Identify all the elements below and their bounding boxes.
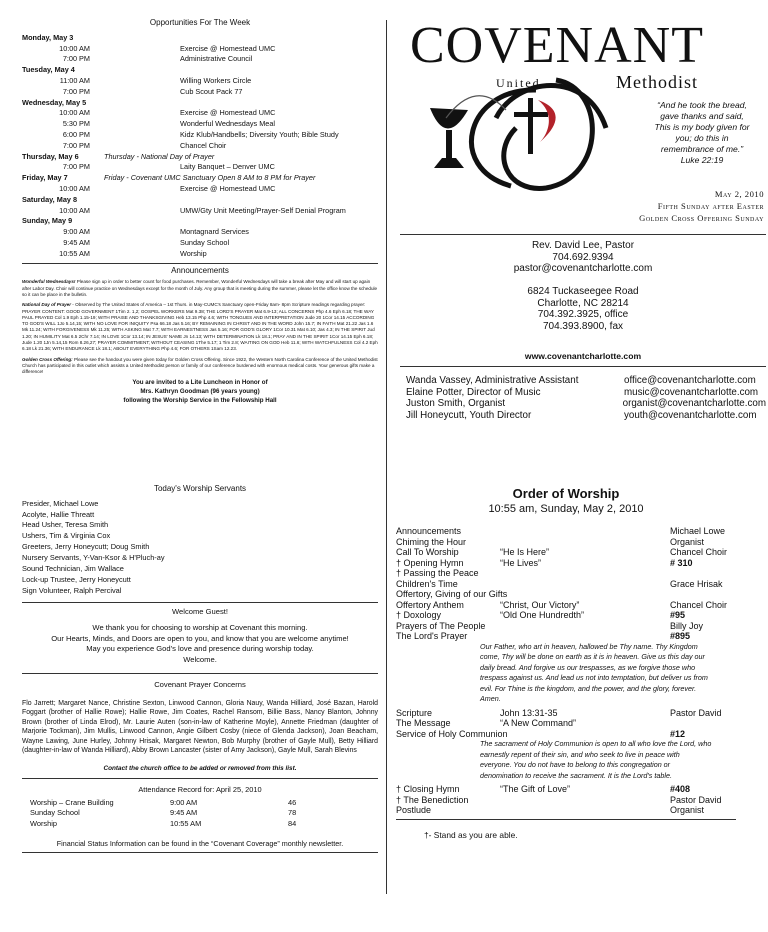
- spacer: [98, 44, 180, 55]
- order-item-leader: #12: [670, 728, 686, 739]
- staff-row: [406, 375, 766, 387]
- attendance-row: [22, 808, 378, 819]
- staff-name: Wanda Vassey, Administrative Assistant: [406, 375, 579, 386]
- order-item-leader: [670, 589, 736, 600]
- luke-quote: “And he took the bread, gave thanks and said, This is my body given for you; do this in remembrance of me.” Luke 22:19: [654, 100, 750, 165]
- schedule-day: [22, 33, 378, 44]
- schedule-event: [22, 119, 378, 130]
- staff-email[interactable]: office@covenantcharlotte.com: [624, 375, 756, 386]
- order-item-leader: Organist: [670, 536, 705, 547]
- order-item-leader: #408: [670, 784, 691, 794]
- event-description: Laity Banquet – Denver UMC: [180, 162, 275, 172]
- order-item-title: [500, 631, 670, 642]
- schedule-day: [22, 195, 378, 206]
- schedule-day: [22, 65, 378, 76]
- order-item-title: [500, 795, 670, 806]
- event-time: 5:30 PM: [62, 119, 90, 129]
- church-website-link[interactable]: www.covenantcharlotte.com: [524, 351, 642, 361]
- order-item-name: † Doxology: [396, 610, 442, 620]
- schedule-event: [22, 108, 378, 119]
- luncheon-invitation: You are invited to a Lite Luncheon in Honor of Mrs. Kathryn Goodman (96 years young) following the Worship Service in the Fellowship Hall: [123, 379, 277, 404]
- attendance-label: Worship – Crane Building: [30, 797, 114, 807]
- order-item-title: “Old One Hundredth”: [500, 610, 585, 620]
- servant-item: Ushers, Tim & Virginia Cox: [22, 531, 111, 541]
- order-item-leader: #95: [670, 610, 686, 620]
- attendance-time: 10:55 AM: [170, 818, 202, 828]
- order-item-leader: Organist: [670, 805, 705, 815]
- order-item: [396, 621, 736, 632]
- event-description: Chancel Choir: [180, 140, 227, 150]
- event-description: Exercise @ Homestead UMC: [180, 183, 276, 193]
- concerns-contact-note: Contact the church office to be added or removed from this list.: [103, 764, 297, 772]
- order-item: [396, 784, 736, 795]
- staff-name: Juston Smith, Organist: [406, 398, 506, 410]
- servants-list: [22, 499, 378, 597]
- schedule-event: [22, 206, 378, 217]
- day-of-prayer-announcement: National Day of Prayer - Observed by The United States of America – 1st Thurs. in May-CUMC's Sanctuary open-Friday 8am- 8pm Scripture readings regarding prayer: PRAYER CONTENT: GOOD GOVERNMENT 1Tim 2. 1,2; GOSPEL WORKERS Mat 9.38; THE LORD'S PRAYER Mat 6.9-13; ALL CONCERNS Php 4.6 Eph 6.18; THE WAY PAUL PRAYED Col 1.9 Eph 1.15-19; WITH PRAISE AND THANKSGIVING Heb 13.15 Php 4.6; WITH TONGUES AND INTERPRETATION Jude 20 1Cor 14.15 ACCORDING TO GOD'S WILL 1Jo 5.14,15; WITH NO LOVE FOR INIQUITY Psa 66.18 Jas 5.16; BY REMAINING IN CHRIST AND IN THE WORD John 15.7; IN FAITH Mat 21.22 Jas 1.6 Mk 11.24; WITH FORGIVENESS Mk 11.25; WITH ASKING Mat 7.7; WITH EARNESTNESS Jas 5.16; FOR GOD'S GLORY 1Cor 10.31 Mat 6.10; Jas 4.3; IN THE SPIRIT Jud 1.20; IN HUMILITY Mat 6.5 2Chr 7.14; IN LOVE 1Cor 13.14; IN JESUS' NAME Jn 14.13; WITH DETERMINATION Lk 18.1; PRAY AND IN THE SPIRIT 1Cor 14.15 Eph 6.18; Jude 1.20 1Jn 5.14,15 Rom 8.26,27; PRAYER COMMITMENT; WITHOUT CEASING 1The 5.17; 1 Tim 2.8; WAITING ON GOD Heb 11.6; WITH WATCHFULNESS Col 4.2 Eph 6.18 Lk 21.36; WITH ENDURANCE Lk 18.1; ABOUT EVERYTHING Php 4.6; FOR OTHERS 1Sam 12.23.: [22, 302, 378, 352]
- schedule-day-label: Sunday, May 9: [22, 216, 73, 226]
- cover-panel: [396, 18, 768, 438]
- spacer: [22, 152, 112, 163]
- schedule-event: [22, 76, 378, 87]
- staff-email[interactable]: music@covenantcharlotte.com: [624, 386, 759, 398]
- spacer: [98, 76, 180, 87]
- order-item-name: Service of Holy Communion: [396, 728, 508, 739]
- staff-name: Elaine Potter, Director of Music: [406, 386, 541, 398]
- event-time: 10:00 AM: [59, 205, 90, 215]
- schedule-day-label: Friday, May 7: [22, 173, 68, 183]
- event-time: 10:00 AM: [59, 108, 90, 118]
- logo-wordmark-united: United: [496, 76, 541, 90]
- order-items-third: [396, 784, 736, 816]
- schedule-day: [22, 216, 378, 227]
- opportunities-panel: [22, 18, 378, 438]
- event-time: 7:00 PM: [62, 162, 90, 172]
- order-item-title: [500, 589, 670, 600]
- center-fold-line: [386, 20, 387, 894]
- order-item: [396, 526, 736, 537]
- order-item-title: [500, 526, 670, 537]
- servant-item: Greeters, Jerry Honeycutt; Doug Smith: [22, 542, 150, 552]
- order-item-leader: [670, 568, 736, 579]
- logo-wordmark-covenant: COVENANT: [410, 18, 704, 74]
- order-item: [396, 568, 736, 579]
- order-item: [396, 708, 736, 719]
- order-item-name: Chiming the Hour: [396, 536, 467, 547]
- event-time: 10:00 AM: [59, 183, 90, 193]
- attendance-rule: [22, 778, 378, 779]
- event-description: Worship: [180, 248, 207, 258]
- schedule-event: [22, 44, 378, 55]
- order-item-title: “Christ, Our Victory”: [500, 599, 580, 610]
- attendance-row: [22, 798, 378, 809]
- order-item-leader: Billy Joy: [670, 620, 704, 631]
- order-item: [396, 795, 736, 806]
- attendance-time: 9:00 AM: [170, 797, 198, 807]
- staff-row: [406, 387, 766, 399]
- announcements-title: Announcements: [171, 265, 229, 275]
- order-item-name: † Opening Hymn: [396, 557, 464, 568]
- event-time: 9:45 AM: [63, 237, 90, 247]
- order-item-leader: # 310: [670, 557, 693, 568]
- order-item-title: [500, 621, 670, 632]
- order-item: [396, 631, 736, 642]
- order-item-leader: [670, 718, 736, 729]
- attendance-label: Worship: [30, 818, 57, 828]
- servant-item: Head Usher, Teresa Smith: [22, 520, 109, 530]
- order-rule: [396, 819, 736, 820]
- service-date-block: [639, 188, 764, 224]
- attendance-title: Attendance Record for: April 25, 2010: [138, 785, 262, 795]
- announcements-rule: [22, 263, 378, 264]
- staff-row: [406, 410, 766, 422]
- schedule-event: [22, 162, 378, 173]
- order-item-leader: Chancel Choir: [670, 547, 728, 557]
- welcome-rule: [22, 602, 378, 603]
- schedule-event: [22, 227, 378, 238]
- event-description: Kidz Klub/Handbells; Diversity Youth; Bible Study: [180, 129, 339, 139]
- order-item-leader: Pastor David: [670, 707, 722, 718]
- schedule-day: [22, 98, 378, 109]
- schedule-event: [22, 249, 378, 260]
- order-item-name: Offertory Anthem: [396, 599, 464, 610]
- order-items-first: [396, 526, 736, 642]
- order-item: [396, 558, 736, 569]
- order-item-name: Call To Worship: [396, 547, 459, 557]
- servant-item: Sound Technician, Jim Wallace: [22, 564, 124, 574]
- order-item: [396, 589, 736, 600]
- cross-flame-icon: [514, 98, 556, 154]
- welcome-title: Welcome Guest!: [172, 606, 228, 616]
- order-item: [396, 579, 736, 590]
- order-item: [396, 729, 736, 740]
- lords-prayer-text: Our Father, who art in heaven, hallowed be Thy name. Thy Kingdom come, Thy will be done on earth as it is in heaven. Give us this day our daily bread. And forgive us our trespasses, as we forgive those who trespass against us. And lead us not into temptation, but deliver us from evil. For Thine is the kingdom, and the power, and the glory, forever. Amen.: [480, 641, 708, 703]
- order-item: [396, 537, 736, 548]
- spacer: [98, 238, 180, 249]
- offering-sunday: Golden Cross Offering Sunday: [639, 213, 764, 223]
- event-description: UMW/Gty Unit Meeting/Prayer-Self Denial Program: [180, 205, 346, 215]
- event-description: Administrative Council: [180, 54, 253, 64]
- pastor-name: Rev. David Lee, Pastor: [531, 240, 635, 251]
- spacer: [98, 162, 180, 173]
- covenant-logo: [406, 18, 766, 196]
- order-item-leader: #895: [670, 631, 691, 641]
- staff-email[interactable]: youth@covenantcharlotte.com: [624, 409, 757, 421]
- order-item: [396, 805, 736, 816]
- servant-item: Lock-up Trustee, Jerry Honeycutt: [22, 574, 131, 584]
- attendance-count: 78: [288, 808, 297, 818]
- order-item-title: [500, 568, 670, 579]
- order-subtitle: 10:55 am, Sunday, May 2, 2010: [488, 503, 644, 515]
- servant-item: Sign Volunteer, Ralph Percival: [22, 585, 122, 595]
- communion-statement: The sacrament of Holy Communion is open to all who love the Lord, who earnestly repent of their sin, and who seek to live in peace with everyone. You do not have to belong to this congregation or denomination to receive the sacrament. It is the Lord's table.: [480, 739, 712, 780]
- event-description: Exercise @ Homestead UMC: [180, 43, 276, 53]
- staff-directory: [406, 375, 766, 421]
- logo-wordmark-methodist: Methodist: [616, 72, 699, 92]
- order-item-title: “He Lives”: [500, 557, 542, 568]
- order-item: [396, 547, 736, 558]
- schedule-day-note: Friday - Covenant UMC Sanctuary Open 8 AM to 8 PM for Prayer: [104, 173, 316, 183]
- servant-item: Presider, Michael Lowe: [22, 498, 99, 508]
- event-description: Wonderful Wednesdays Meal: [180, 119, 276, 129]
- event-description: Willing Workers Circle: [180, 75, 252, 85]
- schedule-day-label: Thursday, May 6: [22, 151, 79, 161]
- schedule-day-label: Tuesday, May 4: [22, 65, 75, 75]
- staff-name: Jill Honeycutt, Youth Director: [406, 409, 532, 421]
- schedule-event: [22, 130, 378, 141]
- schedule-event: [22, 87, 378, 98]
- schedule-event: [22, 141, 378, 152]
- order-item-title: [500, 579, 670, 590]
- attendance-time: 9:45 AM: [170, 808, 198, 818]
- welcome-message: We thank you for choosing to worship at Covenant this morning. Our Hearts, Minds, and Doors are open to you, and know that you are welcome anytime! May you experience God's love and presence during worship today. Welcome.: [51, 623, 349, 664]
- prayer-concerns-list: Flo Jarrett; Margaret Nance, Christine Sexton, Linwood Cannon, Gloria Nauy, Wanda Hilliard, José Bazan, Harold Foggart (brother of Hallie Rowe); Hallie Rowe, Jim Coates, Rachel Ransom, Billie Bass, Nancy Blanton, Johnny Brown (brother of Linda Elrod), Mr. Laurie Auten (son-in-law of Katherine Moyle), Annette Friedman (daughter of Marjorie Tockman), Jim Mullis, Linwood Cannon, Angie Gilbert Cosby (niece of Glenda Jackson), Joan Beacham, Wayne Lawing, June Hurley, Johnny Hrisak, Margaret Newton, Bob Murphy (brother of Gayle Mull), Betty Hilliard (daughter-in-law of Wanda Hilliard), Abby Brown Lancaster (sister of Amy Jackson), Gayle Mull, Sarah Blevins: [22, 699, 378, 755]
- attendance-count: 84: [288, 818, 297, 828]
- order-item: [396, 600, 736, 611]
- wonderful-wednesdays-announcement: Wonderful Wednesdays! Please sign up in order to better count for food purchases. Remember, Wonderful Wednesdays will take a break after May and will start up again after Labor Day. Choir will continue practice on Wednesdays except for the month of July. Any group that is meeting during the summer, please let the office know the schedule so it can be place in the bulletin.: [22, 279, 378, 297]
- spacer: [98, 130, 180, 141]
- golden-cross-announcement: Golden Cross Offering: Please see the handout you were given today for Golden Cross Offering. Since 1922, the Western North Carolina Conference of the United Methodist Church has participated in this outlet which assists a United Methodist person or family of our conference burdened with enormous medical costs. Your generous gifts make a difference!: [22, 356, 378, 375]
- order-item-leader: Grace Hrisak: [670, 578, 723, 589]
- order-item-title: “A New Command”: [500, 718, 577, 728]
- schedule-event: [22, 238, 378, 249]
- contact-rule-top: [400, 234, 766, 235]
- servant-item: Acolyte, Hallie Threatt: [22, 509, 95, 519]
- event-description: Exercise @ Homestead UMC: [180, 108, 276, 118]
- event-time: 10:55 AM: [59, 248, 90, 258]
- order-item-leader: Michael Lowe: [670, 526, 726, 536]
- order-item-name: † Closing Hymn: [396, 784, 460, 794]
- order-item-title: [500, 537, 670, 548]
- servants-panel: [22, 484, 378, 884]
- staff-email[interactable]: organist@covenantcharlotte.com: [622, 398, 766, 410]
- spacer: [98, 119, 180, 130]
- spacer: [98, 227, 180, 238]
- order-item-name: Prayers of The People: [396, 620, 486, 631]
- financial-status-note: Financial Status Information can be found in the “Covenant Coverage” monthly newsletter.: [56, 839, 344, 849]
- event-time: 6:00 PM: [62, 129, 90, 139]
- event-time: 9:00 AM: [63, 227, 90, 237]
- schedule-event: [22, 184, 378, 195]
- spacer: [98, 249, 180, 260]
- church-address: 6824 Tuckaseegee Road Charlotte, NC 28214 704.392.3925, office 704.393.8900, fax: [527, 286, 639, 332]
- attendance-label: Sunday School: [30, 808, 80, 818]
- event-time: 10:00 AM: [59, 43, 90, 53]
- order-item-name: The Message: [396, 718, 451, 728]
- service-date: May 2, 2010: [714, 189, 764, 199]
- order-title: Order of Worship: [512, 486, 620, 501]
- attendance-row: [22, 819, 378, 830]
- order-of-worship-panel: [396, 486, 736, 886]
- event-time: 11:00 AM: [59, 75, 90, 85]
- order-item-title: “He Is Here”: [500, 547, 550, 557]
- staff-row: [406, 398, 766, 410]
- spacer: [98, 206, 180, 217]
- bottom-rule: [22, 852, 378, 853]
- order-items-second: [396, 708, 736, 740]
- spacer: [98, 108, 180, 119]
- concerns-title: Covenant Prayer Concerns: [154, 680, 246, 690]
- event-description: Montagnard Services: [180, 227, 249, 237]
- event-time: 7:00 PM: [62, 54, 90, 64]
- schedule-event: [22, 54, 378, 65]
- order-item-name: The Lord's Prayer: [396, 631, 468, 641]
- schedule-day-label: Monday, May 3: [22, 32, 74, 42]
- liturgical-occasion: Fifth Sunday after Easter: [657, 201, 764, 211]
- order-item-leader: Pastor David: [670, 794, 722, 805]
- event-time: 7:00 PM: [62, 140, 90, 150]
- order-item-name: † The Benediction: [396, 794, 469, 805]
- attendance-table: [22, 798, 378, 830]
- contact-rule-bottom: [400, 366, 766, 367]
- order-item-name: Scripture: [396, 707, 433, 718]
- order-item-title: [500, 729, 670, 740]
- event-description: Cub Scout Pack 77: [180, 86, 243, 96]
- opportunities-title: Opportunities For The Week: [149, 18, 251, 27]
- spacer: [98, 54, 180, 65]
- order-item: [396, 610, 736, 621]
- order-item-name: Children's Time: [396, 578, 458, 589]
- schedule-day-label: Wednesday, May 5: [22, 97, 87, 107]
- order-item-name: Offertory, Giving of our Gifts: [396, 589, 508, 599]
- schedule-day-note: Thursday - National Day of Prayer: [104, 151, 215, 161]
- order-item-title: John 13:31-35: [500, 707, 558, 718]
- spacer: [98, 87, 180, 98]
- servants-title: Today's Worship Servants: [153, 484, 247, 493]
- spacer: [22, 173, 112, 184]
- order-item-leader: Chancel Choir: [670, 599, 728, 610]
- order-item-title: [500, 805, 670, 816]
- spacer: [98, 184, 180, 195]
- order-item: [396, 718, 736, 729]
- spacer: [98, 141, 180, 152]
- concerns-rule: [22, 673, 378, 674]
- stand-note: †- Stand as you are able.: [424, 829, 518, 840]
- order-item-name: † Passing the Peace: [396, 568, 479, 578]
- chalice-icon: [430, 108, 468, 168]
- pastor-phone: 704.692.9394: [552, 251, 614, 263]
- pastor-email[interactable]: pastor@covenantcharlotte.com: [513, 263, 653, 274]
- schedule-day-label: Saturday, May 8: [22, 194, 78, 204]
- order-item-title: “The Gift of Love”: [500, 784, 571, 794]
- pastor-block: [400, 240, 766, 275]
- servant-item: Nursery Servants, Y-Van-Ksor & H'Pluch-ay: [22, 553, 165, 563]
- attendance-count: 46: [288, 797, 297, 807]
- event-description: Sunday School: [180, 237, 230, 247]
- week-schedule: [22, 33, 378, 260]
- event-time: 7:00 PM: [62, 86, 90, 96]
- order-item-name: Announcements: [396, 526, 462, 536]
- order-item-name: Postlude: [396, 805, 432, 815]
